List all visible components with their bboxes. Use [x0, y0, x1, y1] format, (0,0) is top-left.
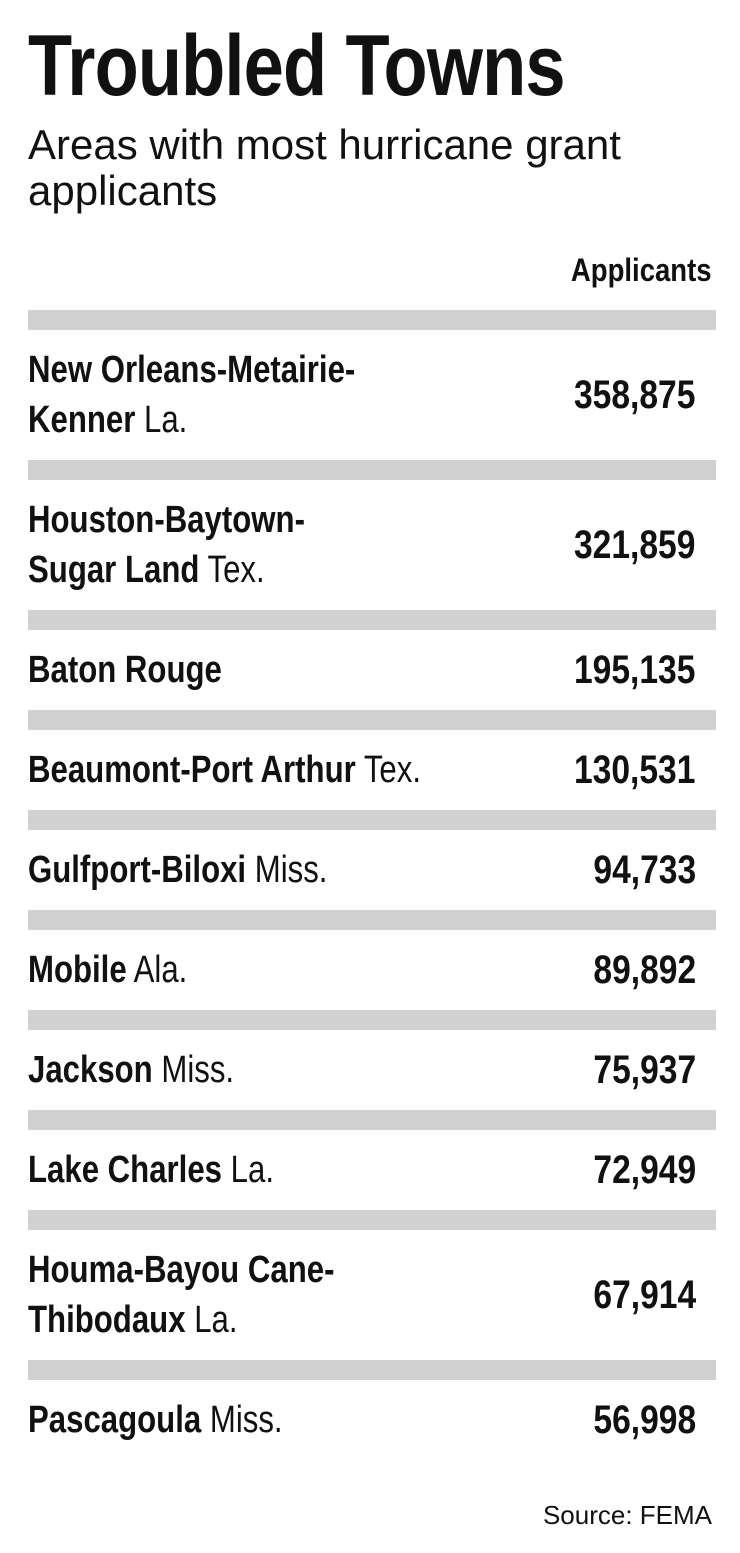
state-abbrev: Tex.	[363, 749, 421, 791]
row-divider	[28, 460, 716, 480]
applicant-count: 130,531	[574, 747, 696, 792]
table-row	[28, 730, 716, 810]
table-row	[28, 930, 716, 1010]
table-row	[28, 830, 716, 910]
applicant-count: 56,998	[593, 1397, 696, 1442]
row-divider	[28, 710, 716, 730]
table-row	[28, 480, 716, 610]
city-name-line2: Thibodaux	[28, 1299, 186, 1341]
table-row	[28, 1230, 716, 1360]
state-abbrev: Tex.	[207, 549, 265, 591]
row-divider	[28, 1010, 716, 1030]
applicant-count: 321,859	[574, 522, 696, 567]
city-name: Mobile	[28, 949, 127, 991]
city-name: Lake Charles	[28, 1149, 222, 1191]
column-header-applicants: Applicants	[571, 252, 712, 288]
city-name: Jackson	[28, 1049, 153, 1091]
row-divider	[28, 310, 716, 330]
table-row	[28, 1130, 716, 1210]
row-label	[28, 745, 454, 795]
state-abbrev: La.	[230, 1149, 274, 1191]
row-divider	[28, 1210, 716, 1230]
applicant-count: 72,949	[593, 1147, 696, 1192]
table-row	[28, 630, 716, 710]
row-label	[28, 1395, 472, 1445]
applicant-count: 89,892	[593, 947, 696, 992]
state-abbrev: Miss.	[161, 1049, 235, 1091]
state-abbrev: Miss.	[254, 849, 328, 891]
city-name: Pascagoula	[28, 1399, 202, 1441]
city-name: New Orleans-Metairie-	[28, 349, 356, 391]
city-name: Beaumont-Port Arthur	[28, 749, 356, 791]
applicant-count: 94,733	[593, 847, 696, 892]
state-abbrev: Ala.	[133, 949, 188, 991]
row-label	[28, 345, 454, 445]
state-abbrev: La.	[144, 399, 188, 441]
city-name: Gulfport-Biloxi	[28, 849, 247, 891]
row-divider	[28, 1360, 716, 1380]
row-divider	[28, 610, 716, 630]
row-label	[28, 495, 454, 595]
applicants-table	[28, 310, 716, 1460]
city-name-line2: Sugar Land	[28, 549, 200, 591]
chart-title: Troubled Towns	[28, 18, 565, 114]
row-label	[28, 945, 472, 995]
city-name-line2: Kenner	[28, 399, 136, 441]
table-row	[28, 1380, 716, 1460]
applicant-count: 75,937	[593, 1047, 696, 1092]
applicant-count: 67,914	[593, 1272, 696, 1317]
source-note: Source: FEMA	[542, 1500, 712, 1530]
city-name: Houston-Baytown-	[28, 499, 305, 541]
applicant-count: 358,875	[574, 372, 696, 417]
city-name: Baton Rouge	[28, 649, 222, 691]
city-name: Houma-Bayou Cane-	[28, 1249, 335, 1291]
row-label	[28, 645, 454, 695]
state-abbrev: La.	[194, 1299, 238, 1341]
table-row	[28, 1030, 716, 1110]
row-divider	[28, 910, 716, 930]
row-label	[28, 845, 472, 895]
row-label	[28, 1045, 472, 1095]
row-divider	[28, 1110, 716, 1130]
row-label	[28, 1145, 472, 1195]
row-label	[28, 1245, 472, 1345]
chart-subtitle: Areas with most hurricane grant applicants	[28, 121, 621, 214]
table-row	[28, 330, 716, 460]
row-divider	[28, 810, 716, 830]
state-abbrev: Miss.	[209, 1399, 283, 1441]
applicant-count: 195,135	[574, 647, 696, 692]
